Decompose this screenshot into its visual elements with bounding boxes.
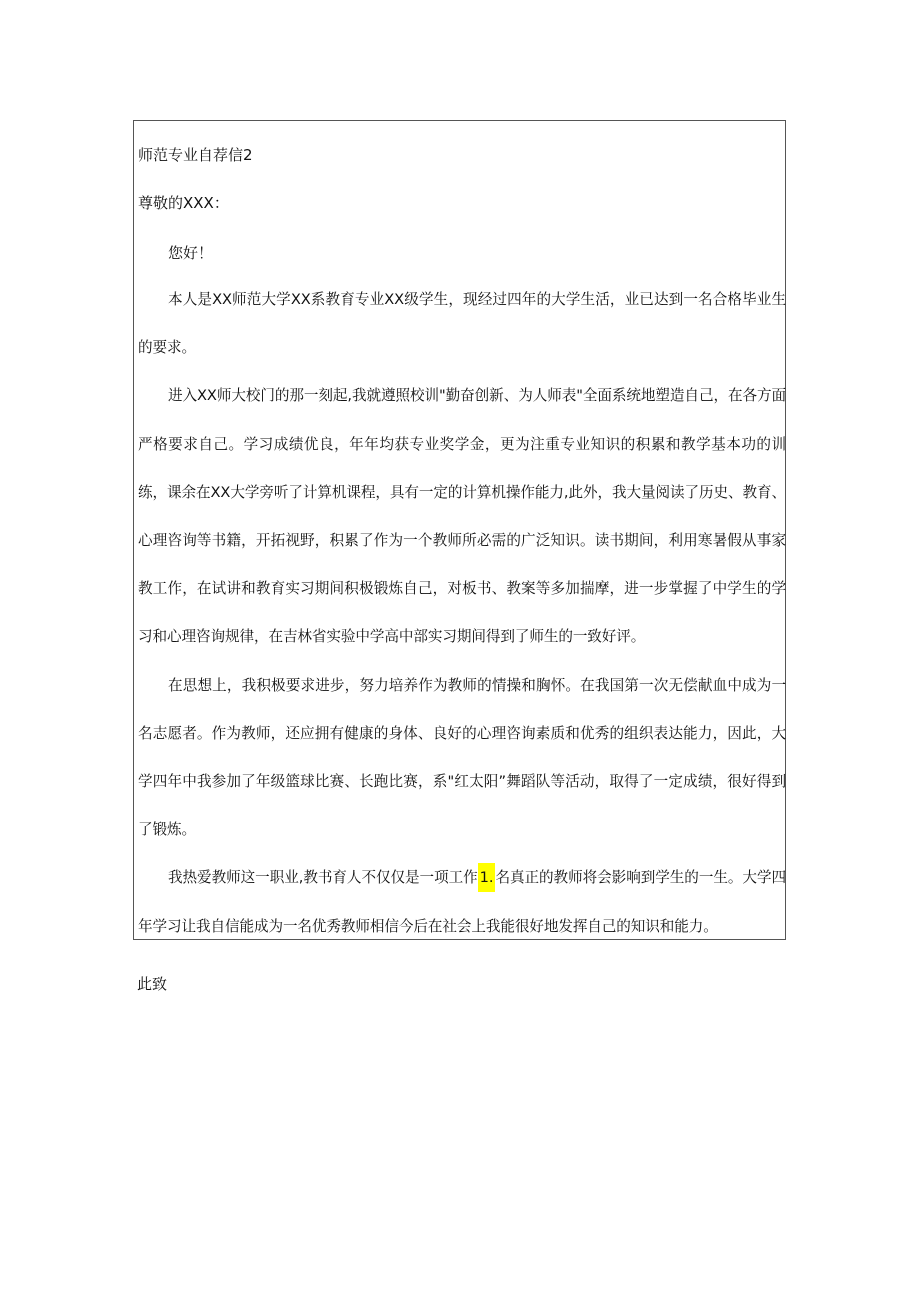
paragraph-intro: 本人是XX师范大学XX系教育专业XX级学生，现经过四年的大学生活，业已达到一名合格毕业生的要求。 — [138, 291, 786, 357]
letter-body — [138, 276, 786, 951]
paragraph-ideology: 在思想上，我积极要求进步，努力培养作为教师的情操和胸怀。在我国第一次无偿献血中成为一名志愿者。作为教师，还应拥有健康的身体、良好的心理咨询素质和优秀的组织表达能力，因此，大学四年中我参加了年级篮球比赛、长跑比赛，系"红太阳”舞蹈队等活动，取得了一定成绩，很好得到了锻炼。 — [138, 676, 786, 839]
letter-frame — [133, 120, 786, 940]
paragraph-study: 进入XX师大校门的那一刻起,我就遵照校训"勤奋创新、为人师表"全面系统地塑造自己，在各方面严格要求自己。学习成绩优良，年年均获专业奖学金，更为注重专业知识的积累和教学基本功的训练，课余在XX大学旁听了计算机课程，具有一定的计算机操作能力,此外，我大量阅读了历史、教育、心理咨询等书籍，开拓视野，积累了作为一个教师所必需的广泛知识。读书期间，利用寒暑假从事家教工作，在试讲和教育实习期间积极锻炼自己，对板书、教案等多加揣摩，进一步掌握了中学生的学习和心理咨询规律，在吉林省实验中学高中部实习期间得到了师生的一致好评。 — [138, 387, 786, 646]
greeting: 您好！ — [168, 244, 214, 262]
paragraph-conclusion — [138, 854, 786, 950]
paragraph-conclusion-end: 名真正的教师将会影响到学生的一生。大学四年学习让我自信能成为一名优秀教师相信今后在社会上我能很好地发挥自己的知识和能力。 — [138, 869, 786, 935]
closing-remark: 此致 — [137, 975, 168, 993]
highlighted-text: 1. — [478, 863, 496, 892]
document-title: 师范专业自荐信2 — [138, 146, 253, 164]
paragraph-conclusion-start: 我热爱教师这一职业,教书育人不仅仅是一项工作 — [168, 869, 478, 887]
salutation: 尊敬的XXX： — [138, 194, 229, 212]
